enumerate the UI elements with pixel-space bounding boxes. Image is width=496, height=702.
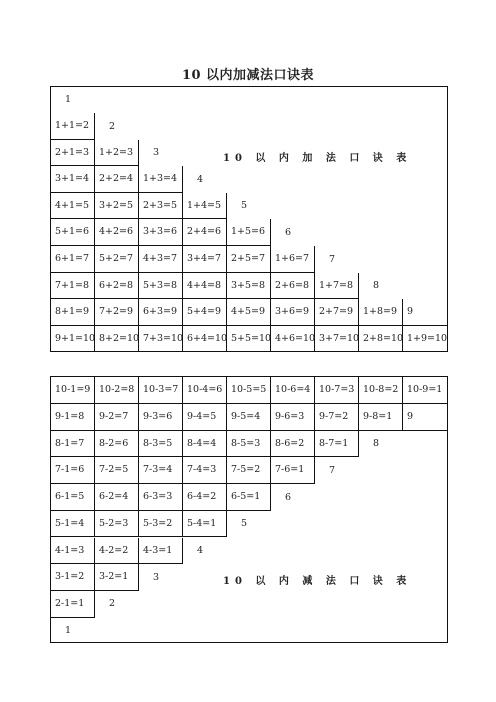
addition-cell: 4+3=7 xyxy=(139,246,183,273)
subtraction-cell: 6-3=3 xyxy=(139,484,183,511)
addition-cell: 4+2=6 xyxy=(95,219,139,246)
addition-cell: 1+5=6 xyxy=(227,219,271,246)
subtraction-cell: 9-3=6 xyxy=(139,404,183,431)
subtraction-cell: 7-1=6 xyxy=(51,457,95,484)
addition-cell: 1+6=7 xyxy=(271,246,315,273)
addition-table xyxy=(50,86,448,352)
addition-cell: 4+6=10 xyxy=(271,326,315,353)
subtraction-cell: 4-2=2 xyxy=(95,538,139,565)
addition-cell: 8+1=9 xyxy=(51,299,95,326)
subtraction-cell: 4-1=3 xyxy=(51,538,95,565)
subtraction-cell: 10-3=7 xyxy=(139,377,183,404)
subtraction-cell: 7-3=4 xyxy=(139,457,183,484)
subtraction-row-number: 8 xyxy=(373,438,380,450)
addition-row-number: 4 xyxy=(197,173,204,185)
subtraction-row-number: 4 xyxy=(197,545,204,557)
subtraction-row-number: 3 xyxy=(153,571,160,583)
subtraction-cell: 9-7=2 xyxy=(315,404,359,431)
subtraction-table xyxy=(50,376,448,643)
addition-cell: 6+3=9 xyxy=(139,299,183,326)
subtraction-cell: 9-8=1 xyxy=(359,404,403,431)
addition-cell: 2+8=10 xyxy=(359,326,403,353)
addition-cell: 3+6=9 xyxy=(271,299,315,326)
addition-cell: 5+4=9 xyxy=(183,299,227,326)
addition-cell: 2+6=8 xyxy=(271,273,315,300)
addition-cell: 3+2=5 xyxy=(95,193,139,220)
subtraction-cell: 6-1=5 xyxy=(51,484,95,511)
addition-cell: 1+2=3 xyxy=(95,140,139,167)
addition-cell: 2+2=4 xyxy=(95,166,139,193)
subtraction-cell: 8-4=4 xyxy=(183,431,227,458)
addition-cell: 2+3=5 xyxy=(139,193,183,220)
addition-cell: 2+1=3 xyxy=(51,140,95,167)
subtraction-cell: 7-2=5 xyxy=(95,457,139,484)
subtraction-cell: 8-6=2 xyxy=(271,431,315,458)
subtraction-cell: 2-1=1 xyxy=(51,591,95,618)
addition-cell: 1+8=9 xyxy=(359,299,403,326)
addition-cell: 5+5=10 xyxy=(227,326,271,353)
subtraction-cell: 5-4=1 xyxy=(183,511,227,538)
addition-table-heading: 10 以 内 加 法 口 诀 表 xyxy=(223,153,412,164)
subtraction-row-number: 1 xyxy=(65,625,72,637)
addition-cell: 2+5=7 xyxy=(227,246,271,273)
addition-cell: 6+1=7 xyxy=(51,246,95,273)
subtraction-cell: 7-6=1 xyxy=(271,457,315,484)
subtraction-cell: 10-1=9 xyxy=(51,377,95,404)
addition-cell: 6+4=10 xyxy=(183,326,227,353)
subtraction-cell: 10-9=1 xyxy=(403,377,447,404)
page-title: 10 以内加减法口诀表 xyxy=(181,68,315,83)
subtraction-cell: 9-2=7 xyxy=(95,404,139,431)
addition-cell: 5+2=7 xyxy=(95,246,139,273)
addition-cell: 4+1=5 xyxy=(51,193,95,220)
addition-row-number: 2 xyxy=(109,120,116,132)
addition-cell: 5+3=8 xyxy=(139,273,183,300)
addition-cell: 3+7=10 xyxy=(315,326,359,353)
subtraction-cell: 6-2=4 xyxy=(95,484,139,511)
subtraction-cell: 10-4=6 xyxy=(183,377,227,404)
addition-row-number: 1 xyxy=(65,94,72,106)
subtraction-cell: 8-5=3 xyxy=(227,431,271,458)
subtraction-row-number: 5 xyxy=(241,518,248,530)
addition-cell: 2+4=6 xyxy=(183,219,227,246)
subtraction-cell: 4-3=1 xyxy=(139,538,183,565)
addition-cell: 2+7=9 xyxy=(315,299,359,326)
subtraction-cell: 10-8=2 xyxy=(359,377,403,404)
addition-cell: 6+2=8 xyxy=(95,273,139,300)
subtraction-cell: 9-6=3 xyxy=(271,404,315,431)
addition-cell: 8+2=10 xyxy=(95,326,139,353)
addition-row-number: 5 xyxy=(241,200,248,212)
subtraction-cell: 9-1=8 xyxy=(51,404,95,431)
subtraction-table-heading: 10 以 内 减 法 口 诀 表 xyxy=(223,576,412,587)
addition-cell: 1+9=10 xyxy=(407,333,448,345)
subtraction-cell: 7-4=3 xyxy=(183,457,227,484)
subtraction-row-number: 6 xyxy=(285,491,292,503)
subtraction-cell: 10-2=8 xyxy=(95,377,139,404)
subtraction-cell: 3-1=2 xyxy=(51,564,95,591)
subtraction-cell: 8-1=7 xyxy=(51,431,95,458)
subtraction-cell: 5-3=2 xyxy=(139,511,183,538)
subtraction-cell: 6-4=2 xyxy=(183,484,227,511)
addition-cell: 1+7=8 xyxy=(315,273,359,300)
addition-cell: 1+1=2 xyxy=(51,113,95,140)
subtraction-cell: 9-5=4 xyxy=(227,404,271,431)
addition-cell: 9 xyxy=(403,299,447,326)
addition-cell: 3+5=8 xyxy=(227,273,271,300)
addition-cell: 7+3=10 xyxy=(139,326,183,353)
addition-row-number: 3 xyxy=(153,147,160,159)
addition-row-number: 7 xyxy=(329,253,336,265)
subtraction-cell: 8-3=5 xyxy=(139,431,183,458)
addition-cell: 3+1=4 xyxy=(51,166,95,193)
addition-cell: 3+3=6 xyxy=(139,219,183,246)
subtraction-cell: 8-2=6 xyxy=(95,431,139,458)
addition-cell: 7+2=9 xyxy=(95,299,139,326)
subtraction-cell: 5-2=3 xyxy=(95,511,139,538)
addition-cell: 3+4=7 xyxy=(183,246,227,273)
addition-cell: 1+4=5 xyxy=(183,193,227,220)
addition-cell: 4+4=8 xyxy=(183,273,227,300)
addition-cell: 1+3=4 xyxy=(139,166,183,193)
addition-cell: 4+5=9 xyxy=(227,299,271,326)
addition-cell: 9+1=10 xyxy=(51,326,95,353)
addition-cell: 7+1=8 xyxy=(51,273,95,300)
addition-row-number: 8 xyxy=(373,280,380,292)
subtraction-cell: 10-6=4 xyxy=(271,377,315,404)
subtraction-row-number: 7 xyxy=(329,464,336,476)
subtraction-cell: 10-7=3 xyxy=(315,377,359,404)
subtraction-cell: 6-5=1 xyxy=(227,484,271,511)
subtraction-cell: 9 xyxy=(403,404,447,431)
subtraction-cell: 7-5=2 xyxy=(227,457,271,484)
subtraction-cell: 8-7=1 xyxy=(315,431,359,458)
subtraction-cell: 5-1=4 xyxy=(51,511,95,538)
subtraction-cell: 3-2=1 xyxy=(95,564,139,591)
addition-cell: 5+1=6 xyxy=(51,219,95,246)
subtraction-cell: 9-4=5 xyxy=(183,404,227,431)
subtraction-row-number: 2 xyxy=(109,598,116,610)
subtraction-cell: 10-5=5 xyxy=(227,377,271,404)
addition-row-number: 6 xyxy=(285,226,292,238)
